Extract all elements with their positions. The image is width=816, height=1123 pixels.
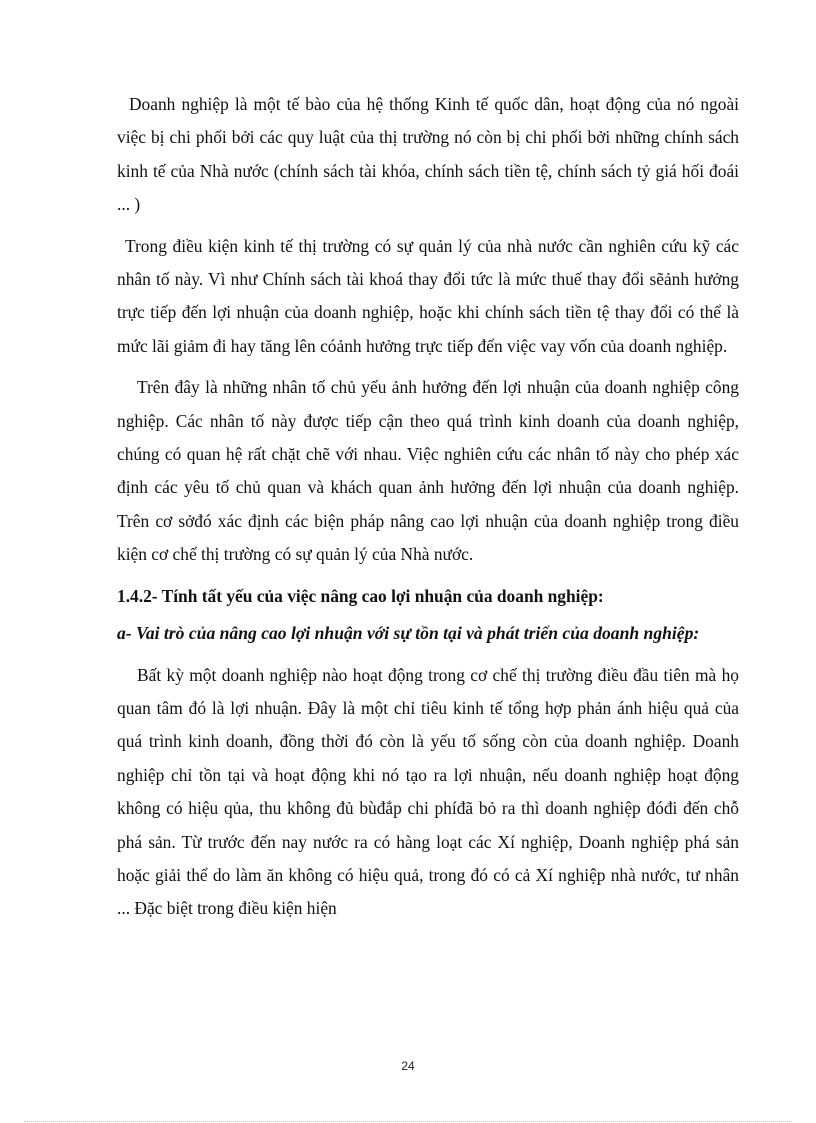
subsection-heading: a- Vai trò của nâng cao lợi nhuận với sự tồn tại và phát triển của doanh nghiệp: xyxy=(117,623,700,644)
paragraph-enterprise-policy: Doanh nghiệp là một tế bào của hệ thống Kinh tế quốc dân, hoạt động của nó ngoài việc bị chi phối bởi các quy luật của thị trường nó còn bị chi phối bởi những chính sách kinh tế của Nhà nước (chính sách tài khóa, chính sách tiền tệ, chính sách tỷ giá hối đoái ... ) xyxy=(117,94,739,215)
page-number: 24 xyxy=(401,1059,415,1073)
paragraph-market-conditions: Trong điều kiện kinh tế thị trường có sự quản lý của nhà nước cần nghiên cứu kỹ các nhân tố này. Vì như Chính sách tài khoá thay đổi tức là mức thuế thay đổi sẽảnh hưởng trực tiếp đến lợi nhuận của doanh nghiệp, hoặc khi chính sách tiền tệ thay đổi có thể là mức lãi giảm đi hay tăng lên cóảnh hưởng trực tiếp đến việc vay vốn của doanh nghiệp. xyxy=(117,235,739,356)
page-body xyxy=(117,88,739,934)
page-bottom-divider xyxy=(24,1121,792,1122)
paragraph-profit-role: Bất kỳ một doanh nghiệp nào hoạt động trong cơ chế thị trường điều đầu tiên mà họ quan tâm đó là lợi nhuận. Đây là một chỉ tiêu kinh tế tổng hợp phản ánh hiệu quả của quá trình kinh doanh, đồng thời đó còn là yếu tố sống còn của doanh nghiệp. Doanh nghiệp chỉ tồn tại và hoạt động khi nó tạo ra lợi nhuận, nếu doanh nghiệp hoạt động không có hiệu qủa, thu không đủ bùđắp chi phíđã bỏ ra thì doanh nghiệp đóđi đến chỗ phá sản. Từ trước đến nay nước ra có hàng loạt các Xí nghiệp, Doanh nghiệp phá sản hoặc giải thể do làm ăn không có hiệu quả, trong đó có cả Xí nghiệp nhà nước, tư nhân ... Đặc biệt trong điều kiện hiện xyxy=(117,664,739,919)
section-heading: 1.4.2- Tính tất yếu của việc nâng cao lợi nhuận của doanh nghiệp: xyxy=(117,585,604,606)
paragraph-summary-factors: Trên đây là những nhân tố chủ yếu ảnh hưởng đến lợi nhuận của doanh nghiệp công nghiệp. Các nhân tố này được tiếp cận theo quá trình kinh doanh của doanh nghiệp, chúng có quan hệ rất chặt chẽ với nhau. Việc nghiên cứu các nhân tố này cho phép xác định các yêu tố chủ quan và khách quan ảnh hưởng đến lợi nhuận của doanh nghiệp. Trên cơ sởđó xác định các biện pháp nâng cao lợi nhuận của doanh nghiệp trong điều kiện cơ chế thị trường có sự quản lý của Nhà nước. xyxy=(117,377,739,565)
